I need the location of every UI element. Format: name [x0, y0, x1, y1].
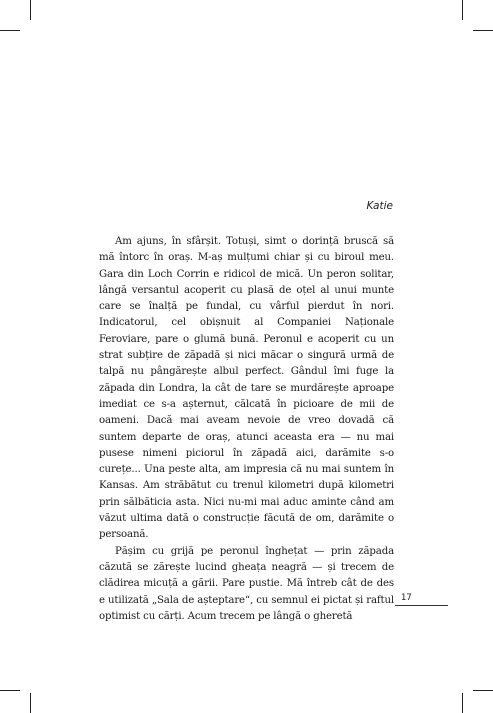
folio-rule	[395, 605, 448, 606]
crop-mark-bottom-left-v	[30, 693, 31, 713]
crop-mark-top-left-v	[30, 0, 31, 20]
crop-mark-top-right-h	[473, 30, 493, 31]
crop-mark-bottom-right-h	[473, 690, 493, 691]
crop-mark-bottom-left-h	[0, 690, 20, 691]
paragraph: Pășim cu grijă pe peronul înghețat — prin zăpada căzută se zărește lucind gheața neagră — și trecem de clădirea micuță a gării. Pare pustie. Mă întreb cât de des e utilizată „Sala de așteptare“, cu semnul ei pictat și raftul optimist cu cărți. Acum trecem pe lângă o gheretă	[99, 545, 394, 622]
crop-mark-bottom-right-v	[462, 693, 463, 713]
crop-mark-top-right-v	[462, 0, 463, 20]
crop-mark-top-left-h	[0, 30, 20, 31]
page-number: 17	[401, 593, 412, 603]
running-head: Katie	[366, 200, 393, 212]
paragraph: Am ajuns, în sfârșit. Totuși, simt o dorință bruscă să mă întorc în oraș. M-aș mulțumi chiar și cu biroul meu. Gara din Loch Corrin e ridicol de mică. Un peron solitar, lângă versantul acoperit cu plasă de oțel al unui munte care se înalță pe fundal, cu vârful pierdut în nori. Indicatorul, cel obișnuit al Companiei Naționale Feroviare, pare o glumă bună. Peronul e acoperit cu un strat subțire de zăpadă și nici măcar o singură urmă de talpă nu pângărește albul perfect. Gândul îmi fuge la zăpada din Londra, la cât de tare se murdărește aproape imediat ce s-a așternut, călcată în picioare de mii de oameni. Dacă mai aveam nevoie de vreo dovadă că suntem departe de oraș, atunci aceasta era — nu mai pusese nimeni piciorul în zăpadă aici, darămite s-o curețe... Una peste alta, am impresia că nu mai suntem în Kansas. Am străbătut cu trenul kilometri după kilometri prin sălbăticia asta. Nici nu-mi mai aduc aminte când am văzut ultima dată o construcție făcută de om, darămite o persoană.	[99, 236, 394, 541]
body-text	[99, 234, 394, 625]
